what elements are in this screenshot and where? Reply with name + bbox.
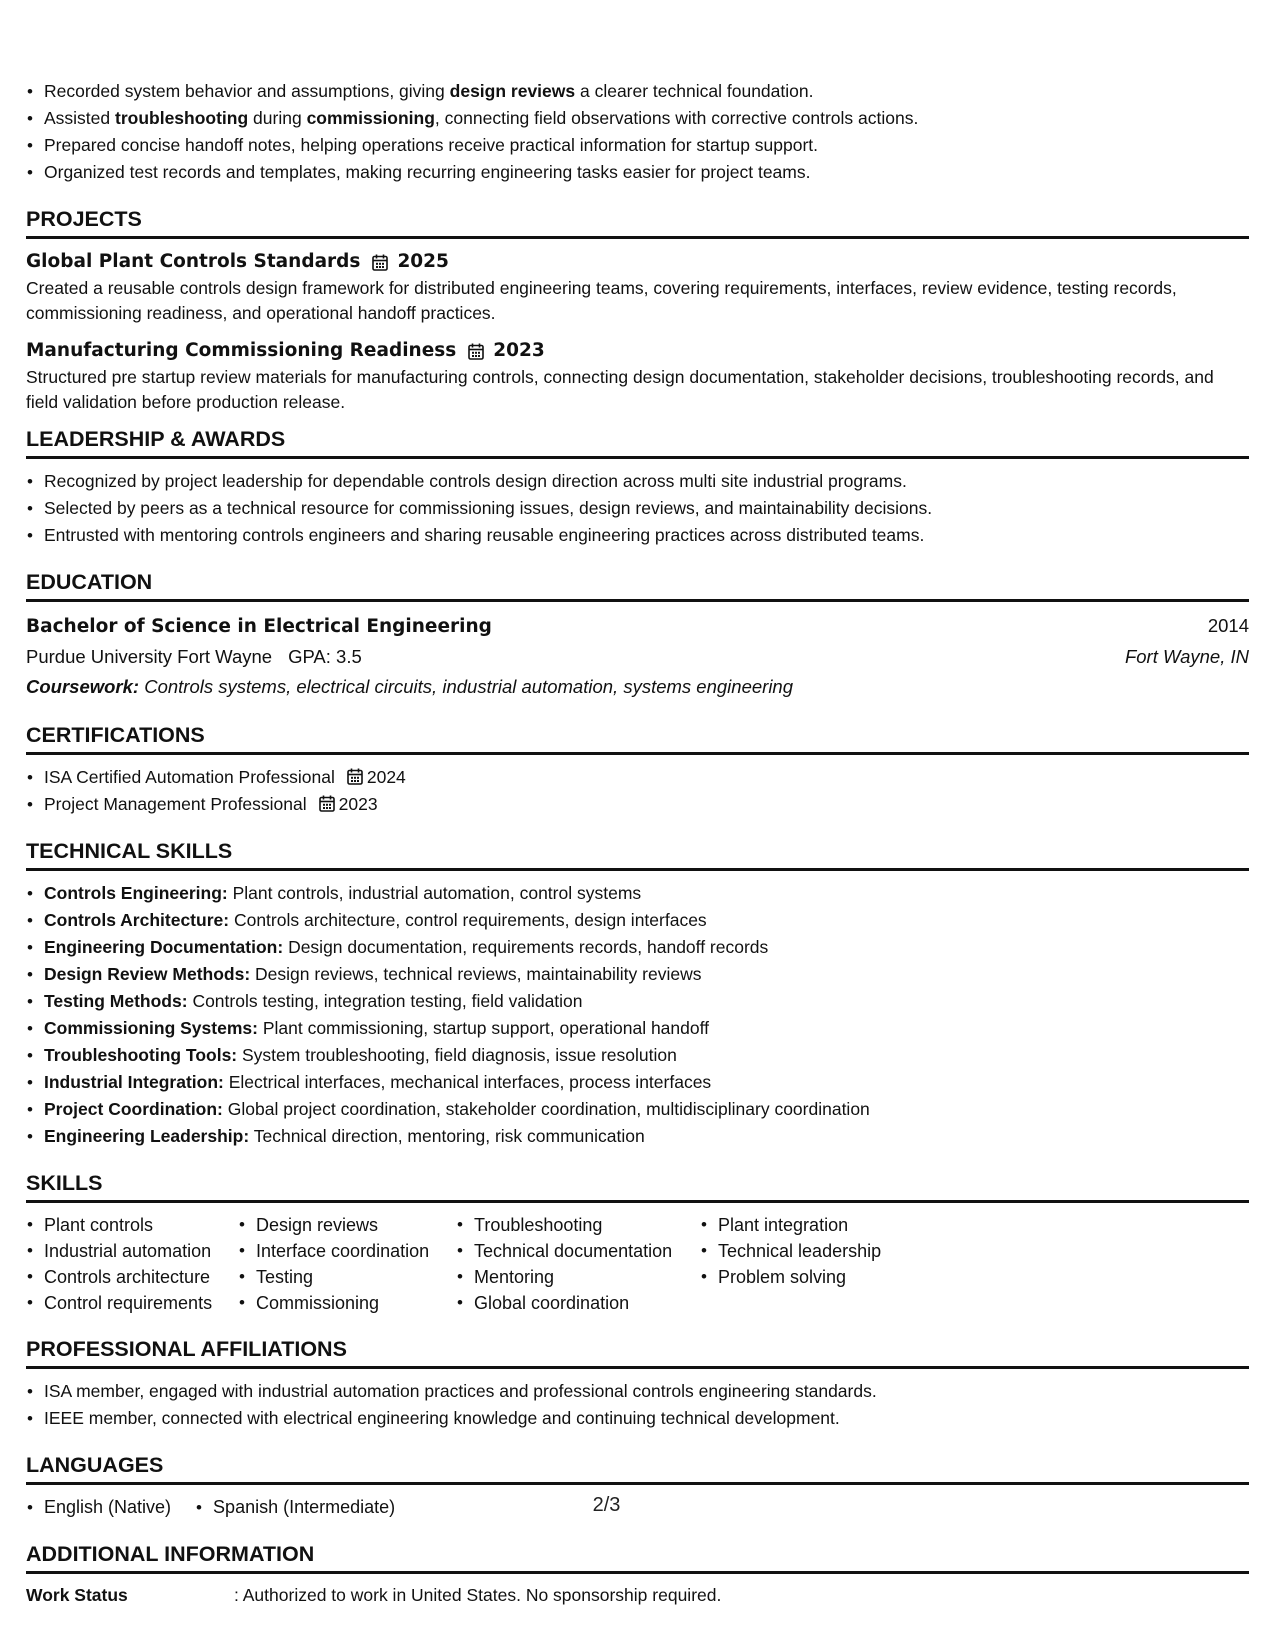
language-item: • Spanish (Intermediate) (195, 1494, 395, 1521)
emphasis-text: design reviews (449, 81, 576, 101)
skills-column (700, 1212, 920, 1316)
coursework-label: Coursework: (26, 676, 140, 697)
school-location: Fort Wayne, IN (1124, 646, 1249, 667)
emphasis-text: troubleshooting (115, 108, 249, 128)
affiliation-item: • ISA member, engaged with industrial automation practices and professional controls engineering standards. (26, 1378, 1249, 1405)
skill-values: Design documentation, requirements records, handoff records (288, 937, 769, 957)
certification-year: 2024 (366, 767, 406, 787)
skill-item: • Mentoring (456, 1264, 700, 1290)
technical-skill-item (26, 1123, 1249, 1150)
skill-item: • Controls architecture (26, 1264, 238, 1290)
gpa: GPA: 3.5 (288, 646, 362, 667)
education-heading: EDUCATION (26, 569, 1249, 602)
skill-category: Industrial Integration: (44, 1072, 224, 1092)
technical-skills-heading: TECHNICAL SKILLS (26, 838, 1249, 871)
projects-heading: PROJECTS (26, 206, 1249, 239)
skill-values: Controls architecture, control requirements, design interfaces (233, 910, 707, 930)
education-entry (26, 611, 1249, 702)
project-title: Manufacturing Commissioning Readiness (26, 340, 457, 361)
project-year: 2023 (493, 340, 545, 361)
calendar-icon (372, 254, 388, 271)
skills-column (238, 1212, 456, 1316)
languages-heading: LANGUAGES (26, 1452, 1249, 1485)
certifications-list (26, 764, 1249, 818)
calendar-icon (468, 343, 484, 360)
skill-item: • Problem solving (700, 1264, 920, 1290)
experience-bullet (26, 78, 1249, 105)
skill-values: Design reviews, technical reviews, maintainability reviews (255, 964, 702, 984)
skill-category: Design Review Methods: (44, 964, 251, 984)
skills-heading: SKILLS (26, 1170, 1249, 1203)
certification-name: Project Management Professional (44, 794, 307, 814)
skill-category: Engineering Documentation: (44, 937, 284, 957)
resume-page (26, 78, 1249, 1607)
experience-bullet (26, 159, 1249, 186)
skill-category: Controls Architecture: (44, 910, 230, 930)
skill-category: Testing Methods: (44, 991, 188, 1011)
technical-skill-item (26, 1042, 1249, 1069)
skill-item: • Control requirements (26, 1290, 238, 1316)
skill-item: • Technical leadership (700, 1238, 920, 1264)
certifications-heading: CERTIFICATIONS (26, 722, 1249, 755)
leadership-item: • Selected by peers as a technical resource for commissioning issues, design reviews, and maintainability decisions. (26, 495, 1249, 522)
technical-skill-item (26, 907, 1249, 934)
skill-values: Technical direction, mentoring, risk communication (253, 1126, 645, 1146)
skill-values: Controls testing, integration testing, field validation (192, 991, 583, 1011)
text-run: Assisted (44, 108, 115, 128)
school-name: Purdue University Fort Wayne (26, 646, 273, 667)
technical-skill-item (26, 880, 1249, 907)
technical-skill-item (26, 1015, 1249, 1042)
text-run: , connecting field observations with corrective controls actions. (434, 108, 919, 128)
skill-item: • Design reviews (238, 1212, 456, 1238)
calendar-icon (347, 768, 363, 785)
skills-column (456, 1212, 700, 1316)
page-number: 2/3 (592, 1494, 621, 1516)
text-run: Recorded system behavior and assumptions, giving (44, 81, 450, 101)
project-description: Created a reusable controls design framework for distributed engineering teams, covering requirements, interfaces, review evidence, testing records, commissioning readiness, and operational handoff practices. (26, 278, 1177, 323)
skill-category: Troubleshooting Tools: (44, 1045, 238, 1065)
skill-item: • Troubleshooting (456, 1212, 700, 1238)
technical-skill-item (26, 934, 1249, 961)
coursework (26, 672, 1249, 702)
skill-item: • Plant integration (700, 1212, 920, 1238)
language-item: • English (Native) (26, 1494, 171, 1521)
leadership-heading: LEADERSHIP & AWARDS (26, 426, 1249, 459)
skill-values: System troubleshooting, field diagnosis, issue resolution (242, 1045, 677, 1065)
affiliations-heading: PROFESSIONAL AFFILIATIONS (26, 1336, 1249, 1369)
technical-skill-item (26, 1069, 1249, 1096)
certification-name: ISA Certified Automation Professional (44, 767, 335, 787)
work-status-label: Work Status (26, 1585, 128, 1605)
text-run: a clearer technical foundation. (575, 81, 814, 101)
work-status-value: : Authorized to work in United States. No sponsorship required. (234, 1585, 722, 1605)
technical-skill-item (26, 988, 1249, 1015)
text-run: during (248, 108, 307, 128)
skill-item: • Testing (238, 1264, 456, 1290)
project-description: Structured pre startup review materials for manufacturing controls, connecting design documentation, stakeholder decisions, troubleshooting records, and field validation before production release. (26, 367, 1214, 412)
emphasis-text: commissioning (306, 108, 435, 128)
certification-year: 2023 (338, 794, 378, 814)
skill-item: • Global coordination (456, 1290, 700, 1316)
skills-column (26, 1212, 238, 1316)
coursework-text: Controls systems, electrical circuits, industrial automation, systems engineering (144, 676, 794, 697)
project-year: 2025 (397, 251, 449, 272)
skill-item: • Plant controls (26, 1212, 238, 1238)
skill-values: Plant controls, industrial automation, control systems (232, 883, 642, 903)
project-entry (26, 248, 1249, 326)
skill-item: • Technical documentation (456, 1238, 700, 1264)
affiliations-list (26, 1378, 1249, 1432)
skill-values: Global project coordination, stakeholder coordination, multidisciplinary coordination (227, 1099, 870, 1119)
text-run: Prepared concise handoff notes, helping operations receive practical information for startup support. (44, 135, 819, 155)
degree: Bachelor of Science in Electrical Engineering (26, 616, 492, 637)
calendar-icon (319, 795, 335, 812)
skill-item: • Commissioning (238, 1290, 456, 1316)
technical-skills-list (26, 880, 1249, 1150)
skill-category: Controls Engineering: (44, 883, 228, 903)
leadership-item: • Entrusted with mentoring controls engineers and sharing reusable engineering practices across distributed teams. (26, 522, 1249, 549)
technical-skill-item (26, 1096, 1249, 1123)
experience-bullet (26, 105, 1249, 132)
project-entry (26, 337, 1249, 415)
experience-bullet (26, 132, 1249, 159)
experience-bullets (26, 78, 1249, 186)
leadership-list (26, 468, 1249, 549)
certification-item (26, 791, 1249, 818)
text-run: Organized test records and templates, making recurring engineering tasks easier for project teams. (44, 162, 811, 182)
skill-item: • Industrial automation (26, 1238, 238, 1264)
skills-grid (26, 1212, 1249, 1316)
additional-info-heading: ADDITIONAL INFORMATION (26, 1541, 1249, 1574)
leadership-item: • Recognized by project leadership for dependable controls design direction across multi site industrial programs. (26, 468, 1249, 495)
skill-values: Plant commissioning, startup support, operational handoff (262, 1018, 710, 1038)
technical-skill-item (26, 961, 1249, 988)
skill-item: • Interface coordination (238, 1238, 456, 1264)
skill-category: Engineering Leadership: (44, 1126, 250, 1146)
work-status-row (26, 1583, 1249, 1607)
skill-category: Commissioning Systems: (44, 1018, 258, 1038)
project-title: Global Plant Controls Standards (26, 251, 361, 272)
skill-values: Electrical interfaces, mechanical interfaces, process interfaces (228, 1072, 712, 1092)
certification-item (26, 764, 1249, 791)
skill-category: Project Coordination: (44, 1099, 223, 1119)
affiliation-item: • IEEE member, connected with electrical engineering knowledge and continuing technical development. (26, 1405, 1249, 1432)
graduation-year: 2014 (1207, 615, 1249, 636)
